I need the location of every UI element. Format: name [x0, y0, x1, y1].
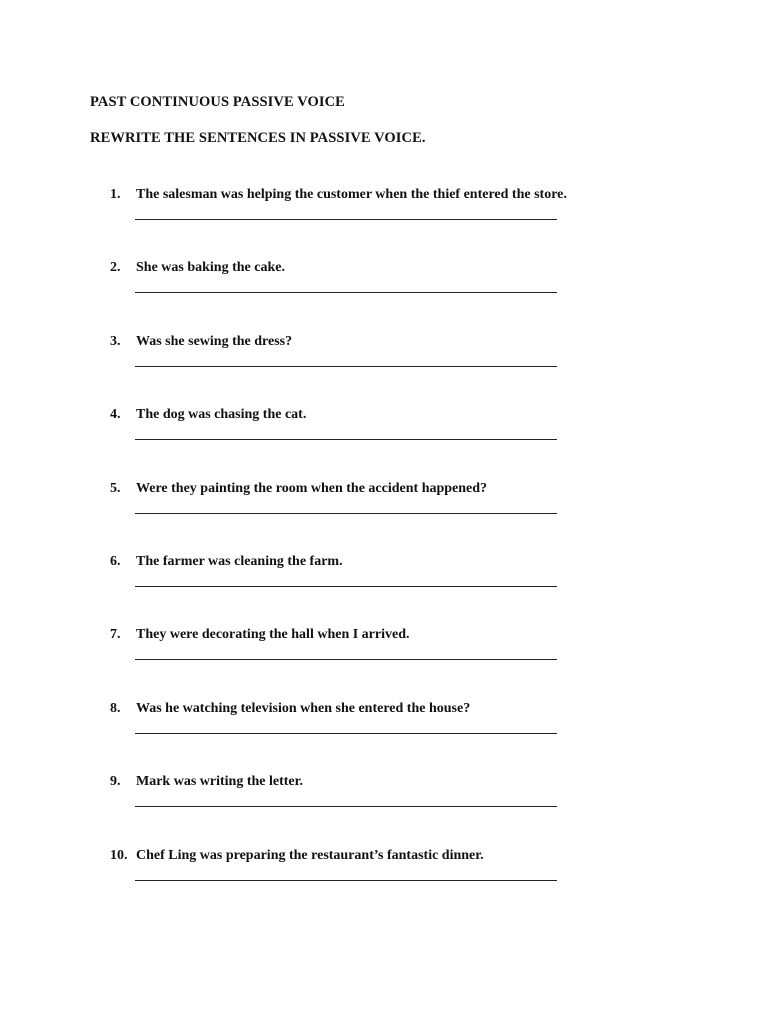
question-text: The farmer was cleaning the farm. — [136, 554, 343, 569]
worksheet-title: PAST CONTINUOUS PASSIVE VOICE — [90, 94, 345, 110]
question-item — [0, 407, 768, 467]
question-number: 10. — [110, 848, 128, 863]
question-item — [0, 554, 768, 614]
answer-line[interactable] — [135, 513, 557, 514]
question-number: 8. — [110, 701, 121, 716]
question-number: 6. — [110, 554, 121, 569]
question-item — [0, 848, 768, 908]
question-text: They were decorating the hall when I arrived. — [136, 627, 410, 642]
question-text: Was she sewing the dress? — [136, 334, 293, 349]
question-number: 7. — [110, 627, 121, 642]
question-text: Were they painting the room when the accident happened? — [136, 481, 488, 496]
answer-line[interactable] — [135, 659, 557, 660]
question-item — [0, 627, 768, 687]
question-number: 5. — [110, 481, 121, 496]
answer-line[interactable] — [135, 806, 557, 807]
question-item — [0, 481, 768, 541]
question-number: 4. — [110, 407, 121, 422]
question-item — [0, 187, 768, 247]
answer-line[interactable] — [135, 439, 557, 440]
question-item — [0, 701, 768, 761]
answer-line[interactable] — [135, 733, 557, 734]
question-text: The salesman was helping the customer when the thief entered the store. — [136, 187, 567, 202]
question-text: Was he watching television when she entered the house? — [136, 701, 471, 716]
question-item — [0, 334, 768, 394]
question-item — [0, 774, 768, 834]
answer-line[interactable] — [135, 219, 557, 220]
question-text: Chef Ling was preparing the restaurant’s fantastic dinner. — [136, 848, 484, 863]
question-number: 3. — [110, 334, 121, 349]
worksheet-instruction: REWRITE THE SENTENCES IN PASSIVE VOICE. — [90, 130, 426, 146]
question-text: She was baking the cake. — [136, 260, 285, 275]
question-item — [0, 260, 768, 320]
answer-line[interactable] — [135, 586, 557, 587]
question-number: 2. — [110, 260, 121, 275]
question-number: 1. — [110, 187, 121, 202]
answer-line[interactable] — [135, 292, 557, 293]
answer-line[interactable] — [135, 880, 557, 881]
question-number: 9. — [110, 774, 121, 789]
question-text: Mark was writing the letter. — [136, 774, 304, 789]
answer-line[interactable] — [135, 366, 557, 367]
question-text: The dog was chasing the cat. — [136, 407, 307, 422]
